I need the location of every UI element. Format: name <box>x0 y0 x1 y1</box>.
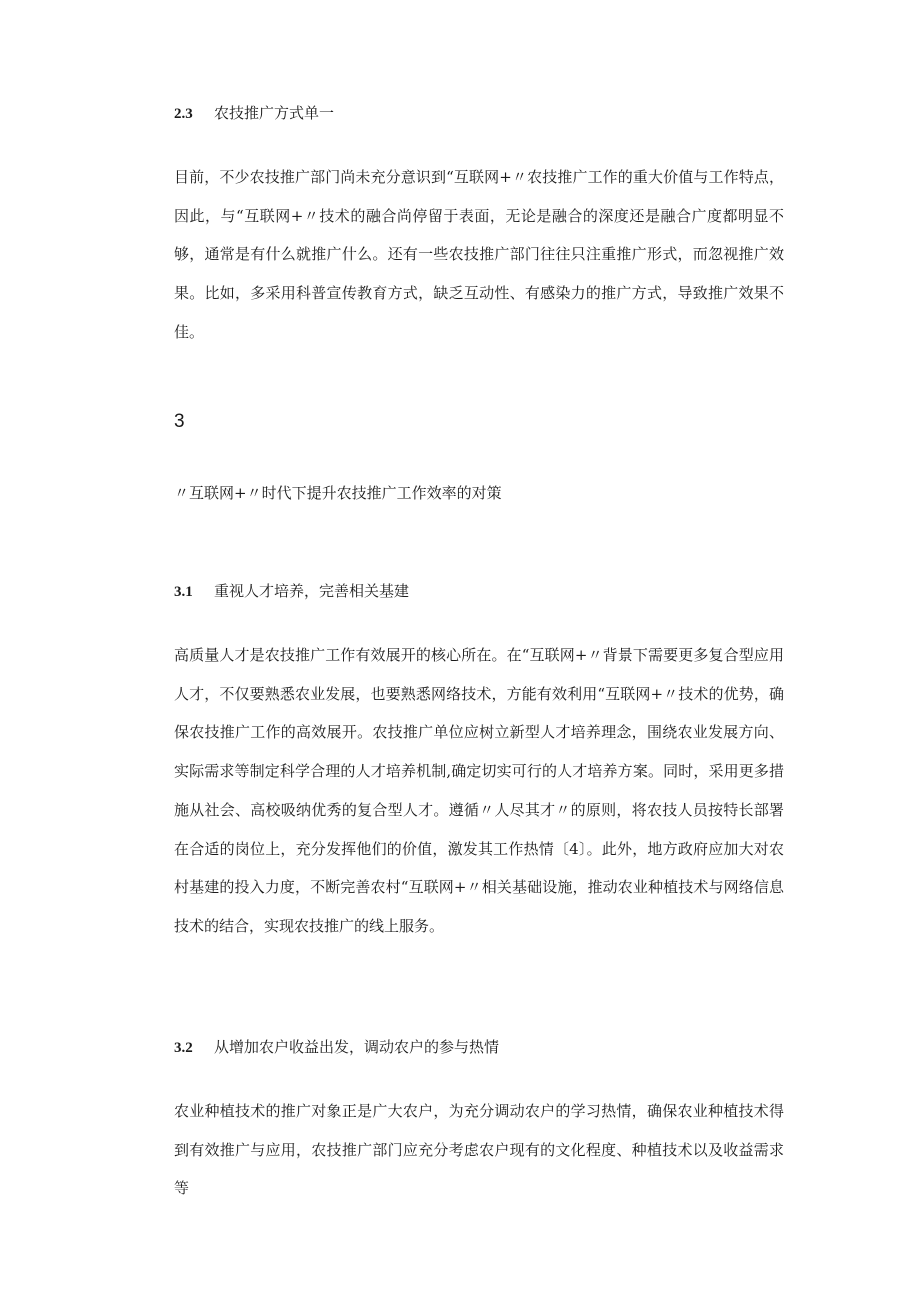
paragraph-text: 目前，不少农技推广部门尚未充分意识到“互联网+〃农技推广工作的重大价值与工作特点，因此，与“互联网+〃技术的融合尚停留于表面，无论是融合的深度还是融合广度都明显不够，通常是有什么就推广什么。还有一些农技推广部门往往只注重推广形式，而忽视推广效果。比如，多采用科普宣传教育方式，缺乏互动性、有感染力的推广方式，导致推广效果不佳。 <box>174 168 784 341</box>
chapter-number: 3 <box>174 411 185 432</box>
section-title: 从增加农户收益出发，调动农户的参与热情 <box>214 1038 500 1056</box>
section-title: 农技推广方式单一 <box>214 104 335 122</box>
section-heading-3-2 <box>174 1037 499 1058</box>
section-number: 2.3 <box>174 106 193 122</box>
chapter-title: 〃互联网+〃时代下提升农技推广工作效率的对策 <box>174 484 502 502</box>
paragraph-3-1 <box>174 636 784 946</box>
paragraph-text: 农业种植技术的推广对象正是广大农户，为充分调动农户的学习热情，确保农业种植技术得到有效推广与应用，农技推广部门应充分考虑农户现有的文化程度、种植技术以及收益需求等 <box>174 1102 784 1198</box>
paragraph-text: 高质量人才是农技推广工作有效展开的核心所在。在“互联网+〃背景下需要更多复合型应用人才，不仅要熟悉农业发展，也要熟悉网络技术，方能有效利用“互联网+〃技术的优势，确保农技推广工作的高效展开。农技推广单位应树立新型人才培养理念，围绕农业发展方向、实际需求等制定科学合理的人才培养机制,确定切实可行的人才培养方案。同时，采用更多措施从社会、高校吸纳优秀的复合型人才。遵循〃人尽其才〃的原则，将农技人员按特长部署在合适的岗位上，充分发挥他们的价值，激发其工作热情〔4〕。此外，地方政府应加大对农村基建的投入力度，不断完善农村“互联网+〃相关基础设施，推动农业种植技术与网络信息技术的结合，实现农技推广的线上服务。 <box>174 646 784 935</box>
section-number: 3.2 <box>174 1040 193 1056</box>
section-heading-2-3 <box>174 103 334 124</box>
paragraph-3-2 <box>174 1092 784 1208</box>
section-title: 重视人才培养，完善相关基建 <box>214 582 410 600</box>
section-number: 3.1 <box>174 584 193 600</box>
paragraph-2-3 <box>174 158 784 352</box>
section-heading-3-1 <box>174 581 409 602</box>
